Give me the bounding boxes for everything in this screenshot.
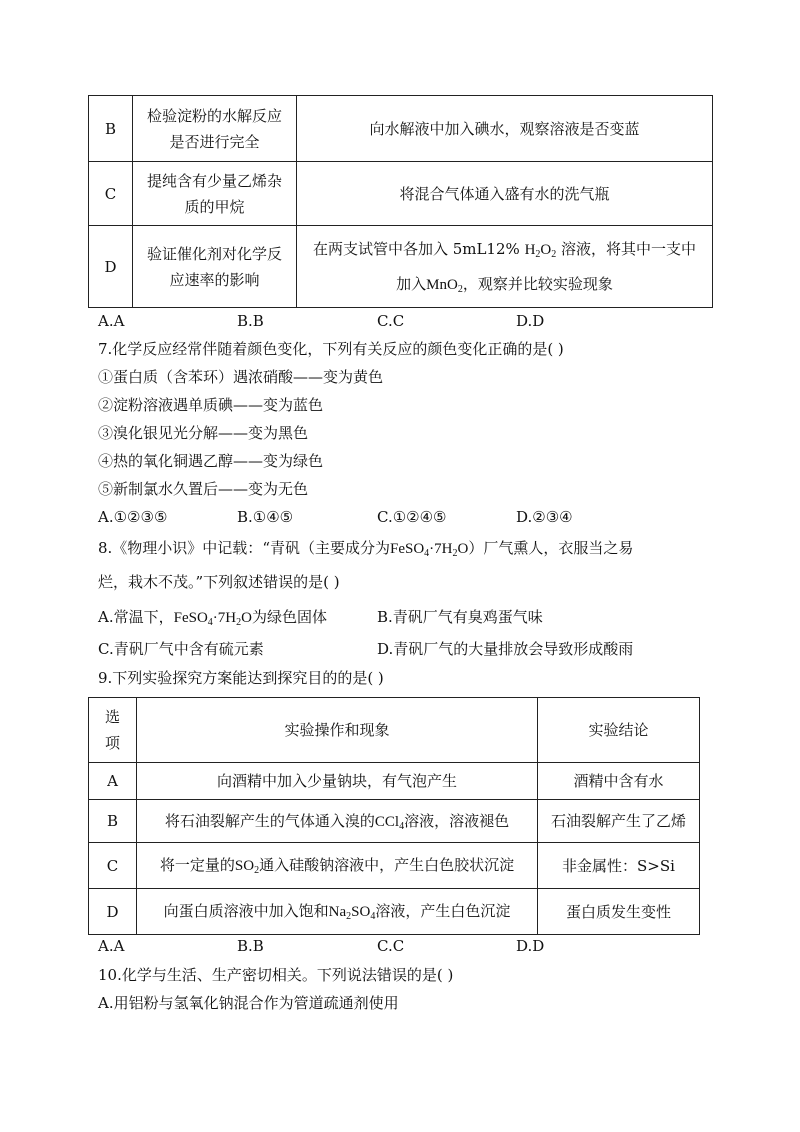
operation-cell: 向酒精中加入少量钠块，有气泡产生 (137, 763, 538, 800)
q8-option-c: C.青矾厂气中含有硫元素 (98, 640, 264, 658)
experiment-method: 将混合气体通入盛有水的洗气瓶 (297, 162, 713, 226)
header-operation: 实验操作和现象 (137, 698, 538, 763)
experiment-purpose: 提纯含有少量乙烯杂 质的甲烷 (133, 162, 297, 226)
formula-ccl4: CCl$_4$ (374, 813, 405, 832)
row-label: B (89, 96, 133, 162)
formula-feso4-7h2o: $FeSO_4\cdot 7H_2O$ (173, 610, 252, 628)
q8-stem-line2: 烂，栽木不茂。”下列叙述错误的是( ) (98, 573, 340, 591)
experiment-method: 向水解液中加入碘水，观察溶液是否变蓝 (297, 96, 713, 162)
experiment-method: 在两支试管中各加入 5mL12% $H_2O_2$ 溶液，将其中一支中 加入MnO$_2$，观察并比较实验现象 (297, 226, 713, 308)
q7-stem: 7.化学反应经常伴随着颜色变化，下列有关反应的颜色变化正确的是( ) (98, 340, 564, 358)
q7-item-2: ②淀粉溶液遇单质碘——变为蓝色 (98, 396, 324, 414)
header-conclusion: 实验结论 (538, 698, 700, 763)
q9-option-a: A.A (98, 937, 125, 955)
q6-table (88, 95, 713, 308)
experiment-purpose: 验证催化剂对化学反 应速率的影响 (133, 226, 297, 308)
formula-h2o2: $H_2O_2$ (524, 241, 557, 260)
q7-option-a: A.①②③⑤ (98, 508, 168, 526)
q9-option-c: C.C (377, 937, 405, 955)
row-label: C (89, 843, 137, 889)
row-label: A (89, 763, 137, 800)
row-label: D (89, 889, 137, 935)
q7-item-5: ⑤新制氯水久置后——变为无色 (98, 480, 309, 498)
q10-option-a: A.用铝粉与氢氧化钠混合作为管道疏通剂使用 (98, 994, 399, 1012)
table-row (89, 889, 700, 935)
q9-option-d: D.D (516, 937, 545, 955)
option-d: D.D (516, 312, 545, 330)
q7-option-d: D.②③④ (516, 508, 573, 526)
q8-option-a: A.常温下，$FeSO_4\cdot 7H_2O$为绿色固体 (98, 608, 327, 628)
q9-table (88, 697, 700, 935)
table-row (89, 763, 700, 800)
experiment-purpose: 检验淀粉的水解反应 是否进行完全 (133, 96, 297, 162)
formula-feso4-7h2o: $FeSO_4\cdot 7H_2O$ (389, 541, 469, 559)
q7-option-b: B.①④⑤ (237, 508, 294, 526)
q9-stem: 9.下列实验探究方案能达到探究目的的是( ) (98, 669, 384, 687)
q8-option-d: D.青矾厂气的大量排放会导致形成酸雨 (377, 640, 634, 658)
table-row (89, 162, 713, 226)
table-row (89, 800, 700, 843)
q10-stem: 10.化学与生活、生产密切相关。下列说法错误的是( ) (98, 966, 454, 984)
option-a: A.A (98, 312, 125, 330)
conclusion-cell: 非金属性：S>Si (538, 843, 700, 889)
q8-stem-line1: 8.《物理小识》中记载：“青矾（主要成分为$FeSO_4\cdot 7H_2O$）厂气熏人，衣服当之易 (98, 539, 634, 559)
conclusion-cell: 蛋白质发生变性 (538, 889, 700, 935)
row-label: C (89, 162, 133, 226)
conclusion-cell: 酒精中含有水 (538, 763, 700, 800)
row-label: B (89, 800, 137, 843)
option-c: C.C (377, 312, 405, 330)
row-label: D (89, 226, 133, 308)
formula-na2so4: $Na_2SO_4$ (328, 904, 376, 922)
table-row (89, 226, 713, 308)
q7-option-c: C.①②④⑤ (377, 508, 447, 526)
q7-item-1: ①蛋白质（含苯环）遇浓硝酸——变为黄色 (98, 368, 384, 386)
q9-option-b: B.B (237, 937, 264, 955)
conclusion-cell: 石油裂解产生了乙烯 (538, 800, 700, 843)
formula-so2: $SO_2$ (234, 858, 260, 876)
table-row (89, 843, 700, 889)
table-row (89, 96, 713, 162)
q7-item-3: ③溴化银见光分解——变为黑色 (98, 424, 309, 442)
operation-cell: 将石油裂解产生的气体通入溴的CCl$_4$溶液，溶液褪色 (137, 800, 538, 843)
operation-cell: 向蛋白质溶液中加入饱和$Na_2SO_4$溶液，产生白色沉淀 (137, 889, 538, 935)
operation-cell: 将一定量的$SO_2$通入硅酸钠溶液中，产生白色胶状沉淀 (137, 843, 538, 889)
q7-item-4: ④热的氧化铜遇乙醇——变为绿色 (98, 452, 324, 470)
q8-option-b: B.青矾厂气有臭鸡蛋气味 (377, 608, 543, 626)
header-option: 选 项 (89, 698, 137, 763)
option-b: B.B (237, 312, 264, 330)
table-header-row (89, 698, 700, 763)
formula-mno2: MnO$_2$ (426, 276, 463, 295)
